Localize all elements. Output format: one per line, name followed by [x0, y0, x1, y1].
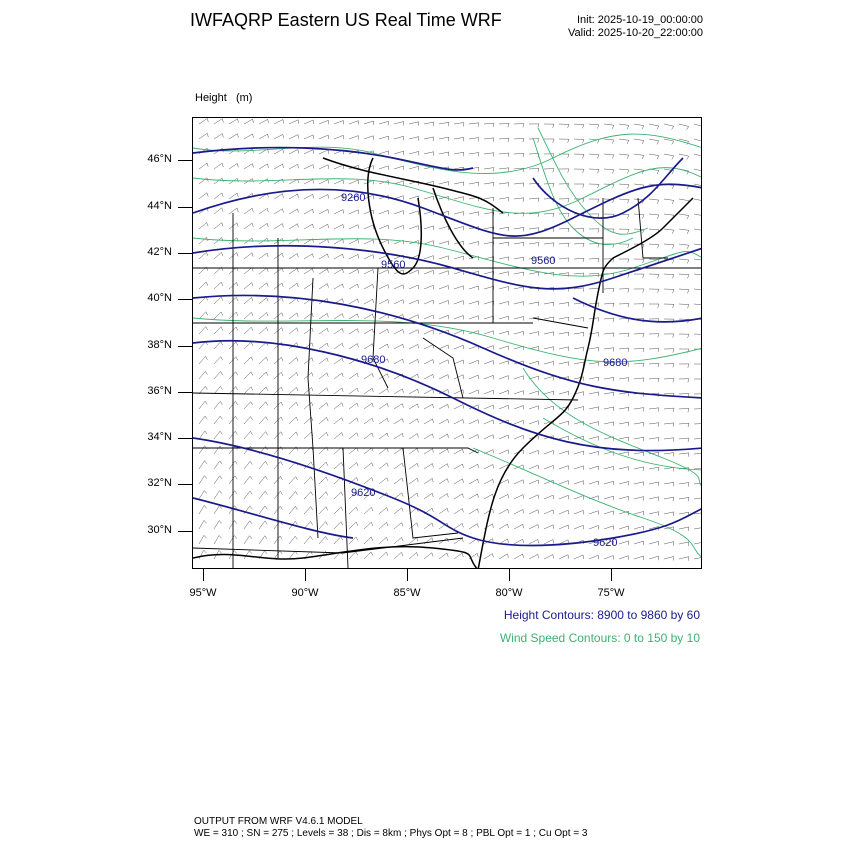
- lat-tick: [178, 531, 192, 532]
- lon-tick: [611, 569, 612, 581]
- state-line: [403, 448, 458, 538]
- lat-label: 30°N: [147, 524, 172, 536]
- lat-tick: [178, 346, 192, 347]
- contour-label: 9620: [593, 537, 618, 549]
- lat-tick: [178, 392, 192, 393]
- coastline: [368, 158, 421, 274]
- valid-time: Valid: 2025-10-20_22:00:00: [568, 27, 703, 39]
- contour-label: 9260: [341, 192, 366, 204]
- lat-tick: [178, 160, 192, 161]
- lat-tick: [178, 438, 192, 439]
- lon-label: 90°W: [291, 587, 319, 599]
- lon-tick: [407, 569, 408, 581]
- footer-line2: WE = 310 ; SN = 275 ; Levels = 38 ; Dis = 8km ; Phys Opt = 8 ; PBL Opt = 1 ; Cu Opt = 3: [194, 828, 588, 839]
- map-canvas: [193, 118, 702, 569]
- wind-contour: [523, 368, 702, 488]
- state-line: [343, 448, 348, 568]
- contour-label: 9560: [531, 255, 556, 267]
- lat-tick: [178, 253, 192, 254]
- lon-label: 85°W: [393, 587, 421, 599]
- lat-label: 42°N: [147, 246, 172, 258]
- state-line: [193, 448, 478, 453]
- state-line: [193, 393, 578, 400]
- contour-label: 9680: [361, 354, 386, 366]
- coastline: [433, 188, 473, 258]
- wind-legend: Wind Speed Contours: 0 to 150 by 10: [499, 631, 700, 645]
- lon-label: 75°W: [597, 587, 625, 599]
- lon-label: 95°W: [189, 587, 217, 599]
- lat-label: 32°N: [147, 477, 172, 489]
- contour-label: 9620: [351, 487, 376, 499]
- lon-tick: [305, 569, 306, 581]
- init-time: Init: 2025-10-19_00:00:00: [577, 14, 703, 26]
- lat-label: 36°N: [147, 385, 172, 397]
- state-line: [308, 278, 318, 538]
- lat-tick: [178, 299, 192, 300]
- time-info: [568, 14, 703, 40]
- state-line: [193, 538, 463, 553]
- wind-contour: [193, 168, 702, 214]
- lat-label: 38°N: [147, 339, 172, 351]
- plot-title: IWFAQRP Eastern US Real Time WRF: [190, 10, 502, 30]
- lat-label: 40°N: [147, 292, 172, 304]
- state-line: [493, 208, 533, 323]
- wind-contour: [193, 318, 702, 362]
- state-line: [533, 318, 588, 328]
- coastline: [193, 547, 478, 569]
- height-contour: [193, 498, 353, 538]
- weather-map: [192, 117, 702, 569]
- height-contours: [193, 148, 702, 546]
- wind-barbs: [199, 118, 702, 561]
- height-contour: [573, 298, 702, 322]
- lon-tick: [203, 569, 204, 581]
- lon-tick: [509, 569, 510, 581]
- footer-line1: OUTPUT FROM WRF V4.6.1 MODEL: [194, 816, 363, 827]
- height-contour: [193, 184, 702, 236]
- lat-label: 46°N: [147, 153, 172, 165]
- wind-contour: [543, 418, 702, 470]
- coastline: [478, 258, 613, 569]
- contour-label: 9560: [381, 259, 406, 271]
- height-legend: Height Contours: 8900 to 9860 by 60: [503, 608, 700, 622]
- wind-barb-field: [199, 118, 702, 561]
- lat-tick: [178, 484, 192, 485]
- coastline: [613, 198, 693, 258]
- height-contour: [193, 438, 702, 546]
- lat-label: 44°N: [147, 200, 172, 212]
- lat-label: 34°N: [147, 431, 172, 443]
- field-height: Height (m): [195, 92, 253, 104]
- wind-contour: [193, 238, 702, 276]
- lat-tick: [178, 207, 192, 208]
- model-footer: [194, 816, 587, 840]
- contour-label: 9680: [603, 357, 628, 369]
- lon-label: 80°W: [495, 587, 523, 599]
- height-contour: [193, 295, 702, 398]
- state-borders: [193, 198, 702, 568]
